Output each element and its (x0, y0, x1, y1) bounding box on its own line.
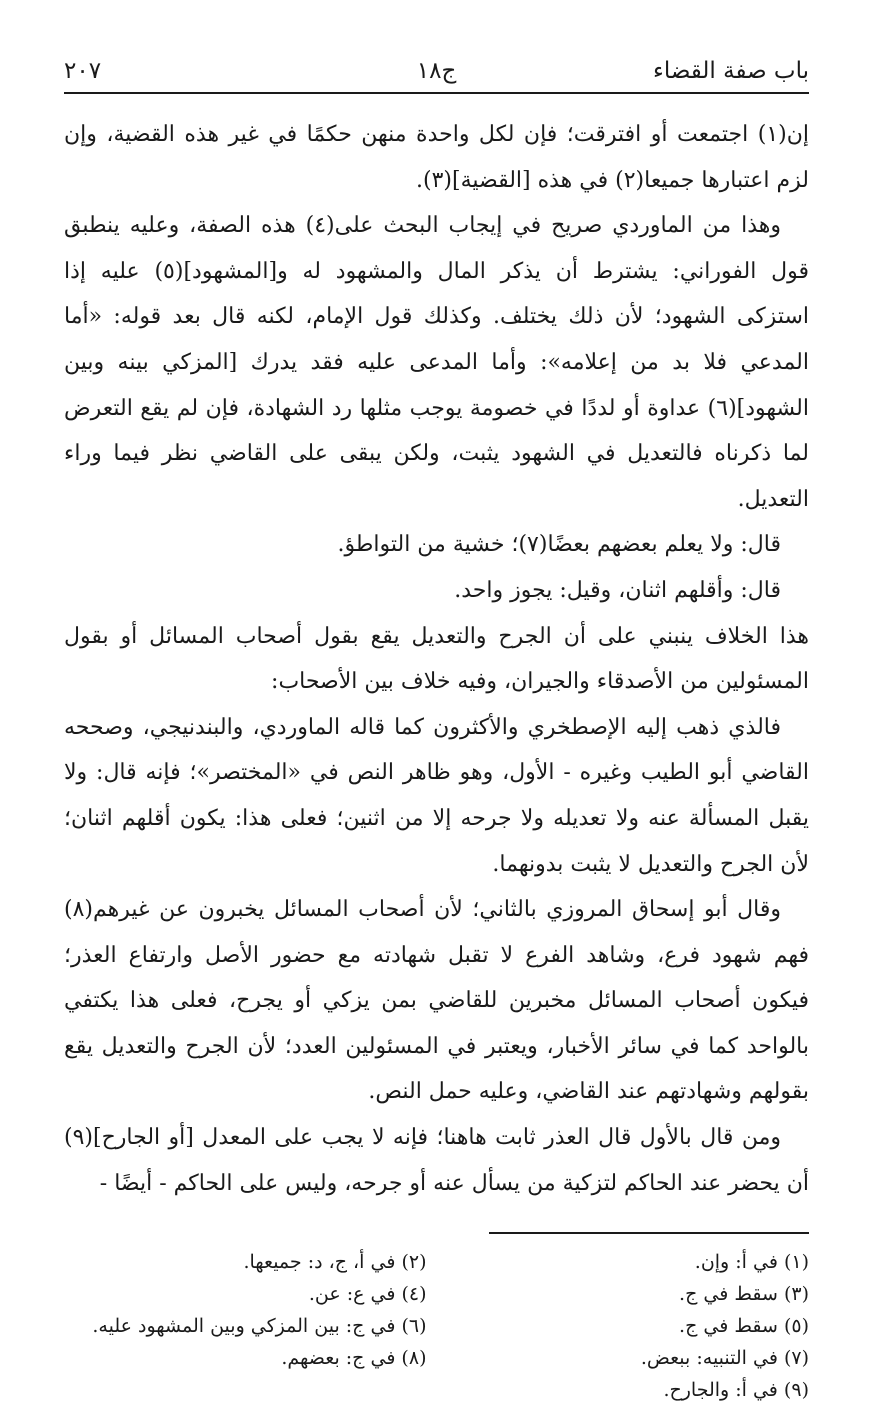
footnote-divider (489, 1232, 809, 1234)
footnote: (١) في أ: وإن. (694, 1251, 809, 1274)
footnote: (٨) في ج: بعضهم. (281, 1347, 427, 1370)
paragraph: وهذا من الماوردي صريح في إيجاب البحث على(٤) هذه الصفة، وعليه ينطبق قول الفوراني: يشترط أن يذكر المال والمشهود له و[المشهود](٥) عليه إذا استزكى الشهود؛ لأن ذلك يختلف. وكذلك قول الإمام، لكنه قال بعد قوله: «أما المدعي فلا بد من إعلامه»: وأما المدعى عليه فقد يدرك [المزكي بينه وبين الشهود](٦) عداوة أو لددًا في خصومة يوجب مثلها رد الشهادة، فإن لم يقع التعرض لما ذكرناه فالتعديل في الشهود يثبت، ولكن يبقى على القاضي نظر فيما وراء التعديل. (64, 213, 810, 512)
footnotes (64, 1246, 809, 1406)
footnote: (٤) في ع: عن. (308, 1283, 427, 1306)
running-header (64, 58, 809, 94)
paragraph: قال: ولا يعلم بعضهم بعضًا(٧)؛ خشية من التواطؤ. (337, 532, 781, 558)
footnote: (٧) في التنبيه: ببعض. (640, 1347, 809, 1370)
footnote: (٩) في أ: والجارح. (663, 1379, 809, 1402)
volume-number: ج١٨ (416, 58, 457, 84)
footnote: (٦) في ج: بين المزكي وبين المشهود عليه. (92, 1315, 427, 1338)
paragraph: فالذي ذهب إليه الإصطخري والأكثرون كما قاله الماوردي، والبندنيجي، وصححه القاضي أبو الطيب وغيره - الأول، وهو ظاهر النص في «المختصر»؛ فإنه قال: ولا يقبل المسألة عنه ولا تعديله ولا جرحه إلا من اثنين؛ فعلى هذا: يكون أقلهم اثنان؛ لأن الجرح والتعديل لا يثبت بدونهما. (64, 714, 809, 877)
page-number: ٢٠٧ (64, 58, 102, 84)
footnote: (٢) في أ، ج، د: جميعها. (243, 1251, 427, 1274)
paragraph: وقال أبو إسحاق المروزي بالثاني؛ لأن أصحاب المسائل يخبرون عن غيرهم(٨) فهم شهود فرع، وشاهد الفرع لا تقبل شهادته مع حضور الأصل وارتفاع العذر؛ فيكون أصحاب المسائل مخبرين للقاضي بمن يزكي أو يجرح، فعلى هذا يكتفي بالواحد كما في سائر الأخبار، ويعتبر في المسئولين العدد؛ لأن الجرح والتعديل يقع بقولهم وشهادتهم عند القاضي، وعليه حمل النص. (64, 897, 809, 1105)
footnote: (٥) سقط في ج. (679, 1315, 809, 1338)
paragraph: ومن قال بالأول قال العذر ثابت هاهنا؛ فإنه لا يجب على المعدل [أو الجارح](٩) أن يحضر عند الحاكم لتزكية من يسأل عنه أو جرحه، وليس على الحاكم - أيضًا - (64, 1125, 809, 1196)
paragraph: إن(١) اجتمعت أو افترقت؛ فإن لكل واحدة منهن حكمًا في غير هذه القضية، وإن لزم اعتبارها جميعا(٢) في هذه [القضية](٣). (64, 122, 809, 193)
chapter-title: باب صفة القضاء (653, 58, 809, 84)
paragraph: قال: وأقلهم اثنان، وقيل: يجوز واحد. (454, 577, 781, 603)
paragraph: هذا الخلاف ينبني على أن الجرح والتعديل يقع بقول أصحاب المسائل أو بقول المسئولين من الأصدقاء والجيران، وفيه خلاف بين الأصحاب: (64, 623, 809, 695)
footnote: (٣) سقط في ج. (679, 1283, 809, 1306)
main-text (64, 112, 809, 1206)
